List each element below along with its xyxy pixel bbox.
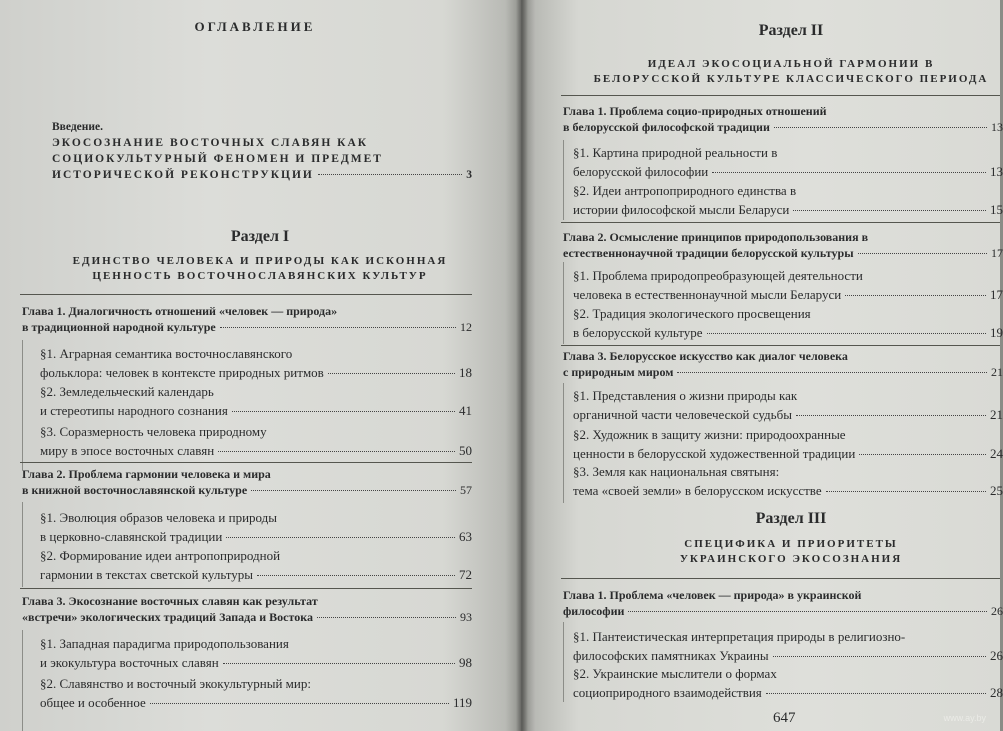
r-paragraph-2-1-line-2-text: человека в естественнонаучной мысли Беларуси xyxy=(573,287,842,302)
indent-bar xyxy=(22,630,23,731)
paragraph-3-2-line-2 xyxy=(40,693,472,712)
leader-dots xyxy=(793,210,986,211)
chapter-1-entry xyxy=(22,303,472,335)
r-chapter-1-line-2-text: в белорусской философской традиции xyxy=(563,120,770,134)
leader-dots xyxy=(766,693,986,694)
chapter-2-page: 57 xyxy=(460,483,472,497)
r3-paragraph-2-line-2 xyxy=(573,683,1003,702)
chapter-2-entry xyxy=(22,466,472,498)
paragraph-1-2 xyxy=(40,382,472,420)
indent-bar xyxy=(563,622,564,702)
r-paragraph-3-2-page: 24 xyxy=(990,446,1003,461)
r-chapter-2-line-1: Глава 2. Осмысление принципов природопользования в xyxy=(563,230,869,244)
r-chapter-3-line-1: Глава 3. Белорусское искусство как диалог человека xyxy=(563,349,848,363)
paragraph-3-2-line-2-text: общее и особенное xyxy=(40,695,146,710)
r-paragraph-2-1 xyxy=(573,266,1003,304)
chapter-1-line-1: Глава 1. Диалогичность отношений «человек — природа» xyxy=(22,304,338,318)
paragraph-1-3-line-2-text: миру в эпосе восточных славян xyxy=(40,443,215,458)
paragraph-1-3-line-2 xyxy=(40,441,472,460)
r-chapter-2-line-2-text: естественнонаучной традиции белорусской культуры xyxy=(563,246,854,260)
r-chapter-3-line-2 xyxy=(563,364,1003,380)
r-paragraph-1-1-line-2 xyxy=(573,162,1003,181)
paragraph-1-1-line-1: §1. Аграрная семантика восточнославянского xyxy=(40,346,293,361)
leader-dots xyxy=(150,703,449,704)
paragraph-2-1-line-1: §1. Эволюция образов человека и природы xyxy=(40,510,277,525)
paragraph-3-2-line-1: §2. Славянство и восточный экокультурный мир: xyxy=(40,676,311,691)
chapter-1-line-2-text: в традиционной народной культуре xyxy=(22,320,216,334)
paragraph-3-2 xyxy=(40,674,472,712)
intro-line-3 xyxy=(52,167,472,183)
intro-entry xyxy=(52,119,472,183)
r-chapter-2-entry xyxy=(563,229,1003,261)
r-paragraph-1-1-line-1: §1. Картина природной реальности в xyxy=(573,145,778,160)
section-3-title: Раздел III xyxy=(755,510,827,527)
r-paragraph-2-2-line-1: §2. Традиция экологического просвещения xyxy=(573,306,811,321)
r-chapter-3-line-2-text: с природным миром xyxy=(563,365,674,379)
r3-paragraph-1-page: 26 xyxy=(990,648,1003,663)
chapter-1-page: 12 xyxy=(460,320,472,334)
r-paragraph-3-3-line-1: §3. Земля как национальная святыня: xyxy=(573,464,780,479)
r-paragraph-1-1-page: 13 xyxy=(990,164,1003,179)
leader-dots xyxy=(251,490,456,491)
paragraph-2-1-page: 63 xyxy=(459,529,472,544)
paragraph-2-2 xyxy=(40,546,472,584)
intro-last-text: ИСТОРИЧЕСКОЙ РЕКОНСТРУКЦИИ xyxy=(52,169,314,181)
r-chapter-3-page: 21 xyxy=(991,365,1003,379)
paragraph-1-3 xyxy=(40,422,472,460)
paragraph-1-3-line-1: §3. Соразмерность человека природному xyxy=(40,424,267,439)
r-chapter-2-line-2 xyxy=(563,245,1003,261)
paragraph-3-1 xyxy=(40,634,472,672)
intro-page: 3 xyxy=(466,169,472,181)
r3-chapter-1-line-1: Глава 1. Проблема «человек — природа» в украинской xyxy=(563,588,862,602)
paragraph-1-1 xyxy=(40,344,472,382)
chapter-2-line-2 xyxy=(22,482,472,498)
paragraph-1-3-page: 50 xyxy=(459,443,472,458)
leader-dots xyxy=(826,491,986,492)
rule xyxy=(20,588,472,589)
watermark: www.ay.by xyxy=(943,713,986,723)
r-paragraph-1-2-line-2 xyxy=(573,200,1003,219)
chapter-3-entry xyxy=(22,593,472,625)
chapter-2-line-2-text: в книжной восточнославянской культуре xyxy=(22,483,248,497)
r3-paragraph-2 xyxy=(573,664,1003,702)
r-paragraph-3-2-line-2-text: ценности в белорусской художественной традиции xyxy=(573,446,856,461)
paragraph-1-1-line-2-text: фольклора: человек в контексте природных ритмов xyxy=(40,365,324,380)
r-paragraph-2-2-line-2-text: в белорусской культуре xyxy=(573,325,703,340)
r-chapter-3-entry xyxy=(563,348,1003,380)
r3-chapter-1-line-2-text: философии xyxy=(563,604,625,618)
paragraph-1-2-line-1: §2. Земледельческий календарь xyxy=(40,384,214,399)
r3-paragraph-1-line-2 xyxy=(573,646,1003,665)
r-paragraph-3-1-page: 21 xyxy=(990,407,1003,422)
chapter-1-line-2 xyxy=(22,319,472,335)
page-number: 647 xyxy=(773,710,796,726)
r-paragraph-3-3-line-2-text: тема «своей земли» в белорусском искусстве xyxy=(573,483,822,498)
r3-chapter-1-page: 26 xyxy=(991,604,1003,618)
indent-bar xyxy=(563,383,564,503)
section-3-sub-line-1: СПЕЦИФИКА И ПРИОРИТЕТЫ xyxy=(684,538,898,550)
leader-dots xyxy=(317,617,456,618)
paragraph-2-2-line-2 xyxy=(40,565,472,584)
rule xyxy=(20,462,472,463)
r3-paragraph-2-line-2-text: социоприродного взаимодействия xyxy=(573,685,762,700)
leader-dots xyxy=(223,663,455,664)
r3-paragraph-1-line-2-text: философских памятниках Украины xyxy=(573,648,769,663)
chapter-3-line-2-text: «встречи» экологических традиций Запада и Востока xyxy=(22,610,313,624)
intro-line-1: ЭКОСОЗНАНИЕ ВОСТОЧНЫХ СЛАВЯН КАК xyxy=(52,137,369,149)
r-paragraph-1-1-line-2-text: белорусской философии xyxy=(573,164,709,179)
rule xyxy=(561,95,1000,96)
leader-dots xyxy=(859,454,986,455)
leader-dots xyxy=(677,372,987,373)
chapter-2-line-1: Глава 2. Проблема гармонии человека и мира xyxy=(22,467,271,481)
indent-bar xyxy=(563,140,564,220)
r-paragraph-1-1 xyxy=(573,143,1003,181)
chapter-3-line-1: Глава 3. Экосознание восточных славян как результат xyxy=(22,594,318,608)
leader-dots xyxy=(712,172,986,173)
section-1-sub-line-1: ЕДИНСТВО ЧЕЛОВЕКА И ПРИРОДЫ КАК ИСКОННАЯ xyxy=(72,255,448,267)
r-chapter-1-line-1: Глава 1. Проблема социо-природных отношений xyxy=(563,104,827,118)
r-paragraph-3-2-line-1: §2. Художник в защиту жизни: природоохранные xyxy=(573,427,846,442)
chapter-3-line-2 xyxy=(22,609,472,625)
r3-paragraph-2-line-1: §2. Украинские мыслители о формах xyxy=(573,666,777,681)
section-2-sub-line-1: ИДЕАЛ ЭКОСОЦИАЛЬНОЙ ГАРМОНИИ В xyxy=(647,58,935,70)
book-gutter xyxy=(516,0,528,731)
section-2-sub-line-2: БЕЛОРУССКОЙ КУЛЬТУРЕ КЛАССИЧЕСКОГО ПЕРИОДА xyxy=(593,73,989,85)
rule xyxy=(561,578,1000,579)
r-chapter-1-line-2 xyxy=(563,119,1003,135)
r-paragraph-3-1-line-1: §1. Представления о жизни природы как xyxy=(573,388,798,403)
contents-title: ОГЛАВЛЕНИЕ xyxy=(194,19,316,34)
r-paragraph-1-2-line-2-text: истории философской мысли Беларуси xyxy=(573,202,790,217)
paragraph-3-1-line-1: §1. Западная парадигма природопользования xyxy=(40,636,289,651)
r3-paragraph-1 xyxy=(573,627,1003,665)
r-paragraph-2-1-line-2 xyxy=(573,285,1003,304)
r-paragraph-2-2-line-2 xyxy=(573,323,1003,342)
r-paragraph-1-2-line-1: §2. Идеи антропоприродного единства в xyxy=(573,183,797,198)
r-paragraph-2-1-page: 17 xyxy=(990,287,1003,302)
r-paragraph-3-2-line-2 xyxy=(573,444,1003,463)
paragraph-2-1 xyxy=(40,508,472,546)
paragraph-1-1-page: 18 xyxy=(459,365,472,380)
r-chapter-1-entry xyxy=(563,103,1003,135)
rule xyxy=(561,222,1000,223)
section-2-title: Раздел II xyxy=(758,22,824,39)
leader-dots xyxy=(774,127,987,128)
leader-dots xyxy=(707,333,986,334)
section-2-subtitle xyxy=(581,57,1001,87)
leader-dots xyxy=(845,295,986,296)
paragraph-3-1-page: 98 xyxy=(459,655,472,670)
r3-paragraph-2-page: 28 xyxy=(990,685,1003,700)
indent-bar xyxy=(22,502,23,587)
leader-dots xyxy=(796,415,986,416)
paragraph-2-2-line-1: §2. Формирование идеи антропоприродной xyxy=(40,548,281,563)
section-1-subtitle xyxy=(40,254,480,284)
paragraph-1-1-line-2 xyxy=(40,363,472,382)
leader-dots xyxy=(328,373,455,374)
paragraph-1-2-line-2 xyxy=(40,401,472,420)
paragraph-2-2-page: 72 xyxy=(459,567,472,582)
leader-dots xyxy=(628,611,987,612)
r-paragraph-3-2 xyxy=(573,425,1003,463)
section-1-sub-line-2: ЦЕННОСТЬ ВОСТОЧНОСЛАВЯНСКИХ КУЛЬТУР xyxy=(92,270,428,282)
indent-bar xyxy=(563,262,564,344)
intro-line-2: СОЦИОКУЛЬТУРНЫЙ ФЕНОМЕН И ПРЕДМЕТ xyxy=(52,153,383,165)
r-paragraph-1-2 xyxy=(573,181,1003,219)
r-paragraph-2-1-line-1: §1. Проблема природопреобразующей деятельности xyxy=(573,268,863,283)
paragraph-3-2-page: 119 xyxy=(452,695,472,710)
leader-dots xyxy=(226,537,455,538)
r-paragraph-3-1 xyxy=(573,386,1003,424)
r3-chapter-1-entry xyxy=(563,587,1003,619)
r-paragraph-3-3-page: 25 xyxy=(990,483,1003,498)
r-paragraph-3-1-line-2-text: органичной части человеческой судьбы xyxy=(573,407,792,422)
leader-dots xyxy=(318,174,462,175)
r-paragraph-3-3 xyxy=(573,462,1003,500)
r-paragraph-3-3-line-2 xyxy=(573,481,1003,500)
rule xyxy=(20,294,472,295)
section-1-title: Раздел I xyxy=(230,228,290,245)
leader-dots xyxy=(218,451,455,452)
indent-bar xyxy=(22,340,23,470)
leader-dots xyxy=(220,327,456,328)
paragraph-2-1-line-2 xyxy=(40,527,472,546)
section-3-sub-line-2: УКРАИНСКОГО ЭКОСОЗНАНИЯ xyxy=(679,553,903,565)
paragraph-3-1-line-2 xyxy=(40,653,472,672)
leader-dots xyxy=(773,656,986,657)
leader-dots xyxy=(858,253,987,254)
r-chapter-1-page: 13 xyxy=(991,120,1003,134)
paragraph-2-2-line-2-text: гармонии в текстах светской культуры xyxy=(40,567,254,582)
chapter-3-page: 93 xyxy=(460,610,472,624)
paragraph-1-2-line-2-text: и стереотипы народного сознания xyxy=(40,403,228,418)
paragraph-2-1-line-2-text: в церковно-славянской традиции xyxy=(40,529,223,544)
r-chapter-2-page: 17 xyxy=(991,246,1003,260)
intro-label: Введение. xyxy=(52,121,103,133)
r3-chapter-1-line-2 xyxy=(563,603,1003,619)
r-paragraph-2-2 xyxy=(573,304,1003,342)
section-3-subtitle xyxy=(581,537,1001,567)
leader-dots xyxy=(232,411,455,412)
right-page xyxy=(521,0,1003,731)
paragraph-1-2-page: 41 xyxy=(459,403,472,418)
r-paragraph-3-1-line-2 xyxy=(573,405,1003,424)
r-paragraph-1-2-page: 15 xyxy=(990,202,1003,217)
paragraph-3-1-line-2-text: и экокультура восточных славян xyxy=(40,655,219,670)
r-paragraph-2-2-page: 19 xyxy=(990,325,1003,340)
leader-dots xyxy=(257,575,455,576)
rule xyxy=(561,345,1000,346)
r3-paragraph-1-line-1: §1. Пантеистическая интерпретация природы в религиозно- xyxy=(573,629,906,644)
